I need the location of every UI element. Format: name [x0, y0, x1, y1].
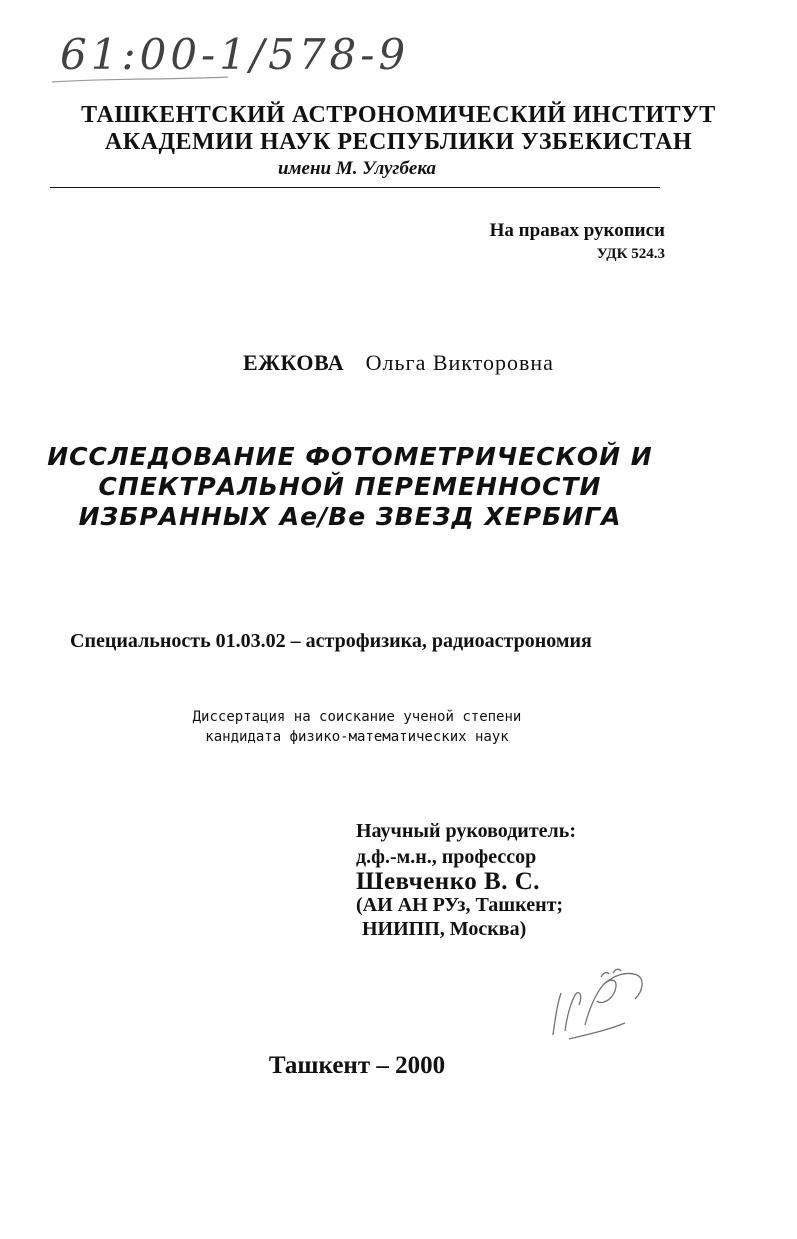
dissertation-title-line1: ИССЛЕДОВАНИЕ ФОТОМЕТРИЧЕСКОЙ И — [47, 442, 653, 471]
dissertation-title-line2: СПЕКТРАЛЬНОЙ ПЕРЕМЕННОСТИ — [98, 472, 602, 501]
handwritten-archive-mark — [48, 20, 410, 90]
institute-name-line2: АКАДЕМИИ НАУК РЕСПУБЛИКИ УЗБЕКИСТАН — [104, 129, 693, 155]
supervisor-degree: д.ф.-м.н., профессор — [356, 846, 537, 868]
institute-dedication: имени М. Улугбека — [277, 158, 437, 179]
author-surname: ЕЖКОВА — [243, 350, 345, 375]
city-year: Ташкент – 2000 — [268, 1052, 446, 1079]
supervisor-name: Шевченко В. С. — [356, 868, 541, 895]
author-name — [0, 350, 797, 376]
udk-code: УДК 524.3 — [596, 246, 665, 262]
specialty-line: Специальность 01.03.02 – астрофизика, радиоастрономия — [70, 630, 592, 652]
signature-strokes — [545, 965, 655, 1045]
institute-name-line1: ТАШКЕНТСКИЙ АСТРОНОМИЧЕСКИЙ ИНСТИТУТ — [81, 102, 716, 128]
header-divider — [50, 187, 660, 188]
manuscript-rights-label: На правах рукописи — [489, 220, 665, 241]
supervisor-label: Научный руководитель: — [356, 820, 576, 842]
supervisor-affiliation-2: НИИПП, Москва) — [362, 918, 527, 940]
handwritten-signature — [545, 965, 655, 1045]
dissertation-degree-line1: Диссертация на соискание ученой степени — [192, 709, 522, 725]
archive-mark-text: 61:00-1/578-9 — [60, 30, 410, 79]
dissertation-degree-line2: кандидата физико-математических наук — [205, 729, 509, 745]
author-given-names: Ольга Викторовна — [365, 350, 554, 375]
dissertation-title-line3: ИЗБРАННЫХ Ae/Be ЗВЕЗД ХЕРБИГА — [78, 502, 622, 531]
supervisor-affiliation-1: (АИ АН РУз, Ташкент; — [356, 894, 564, 916]
